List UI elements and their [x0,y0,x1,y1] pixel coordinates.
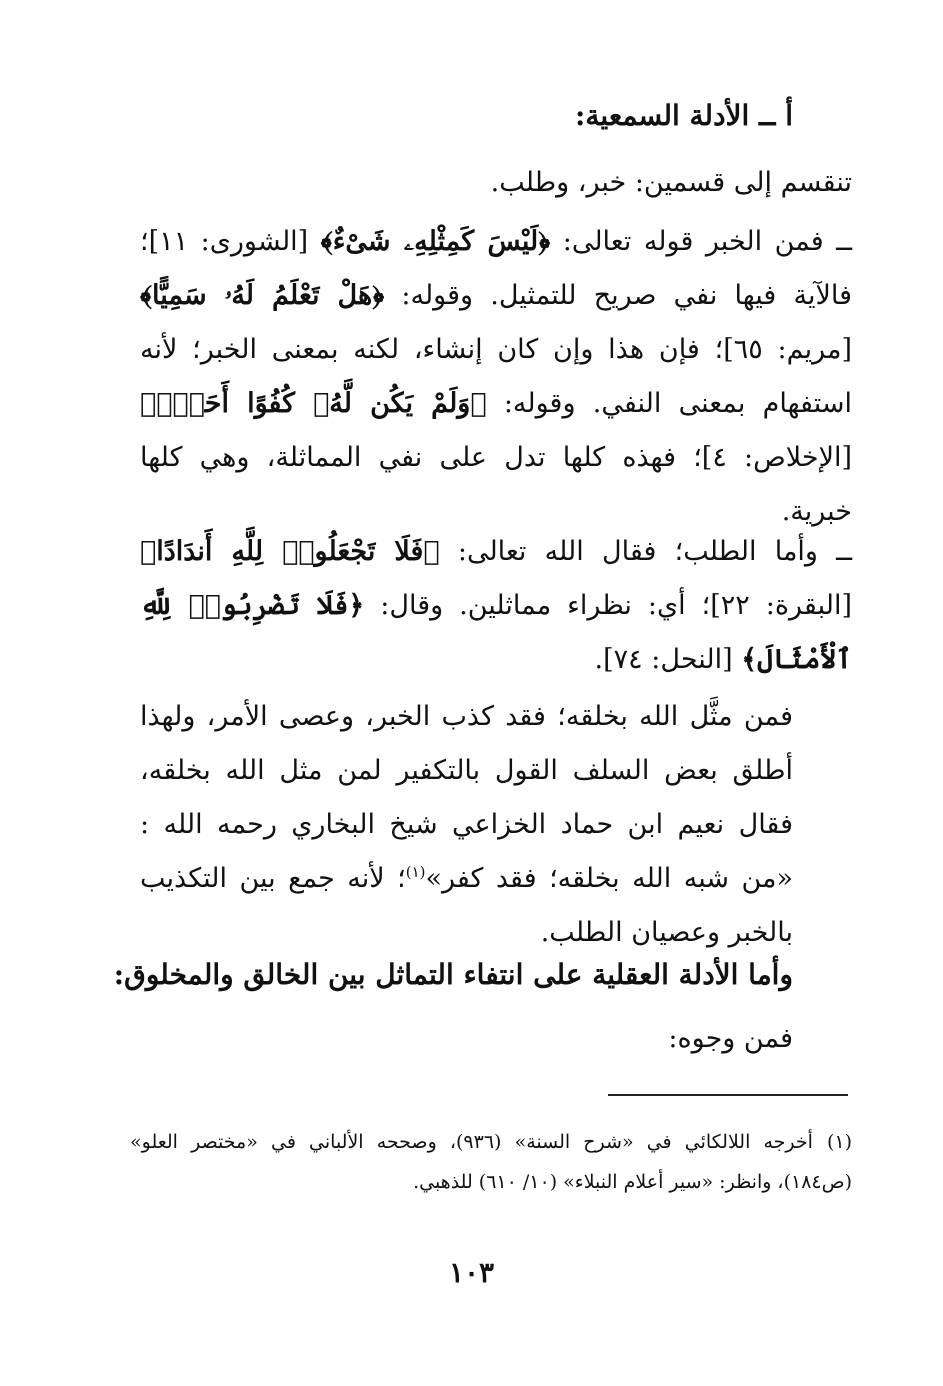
footnote [130,1122,852,1202]
conclusion-after-note: ؛ لأنه جمع بين التكذيب بالخبر وعصيان الطلب. [140,863,793,948]
section-title: أ ــ الأدلة السمعية: [575,99,793,132]
wujuh-text: فمن وجوه: [668,1023,793,1054]
khabar-ref-ikhlas: [الإخلاص: ٤]؛ فهذه كلها تدل على نفي المماثلة، وهي كلها خبرية. [140,442,853,527]
quran-verse-ikhlas: ﴿وَلَمْ يَكُن لَّهُۥ كُفُوًا أَحَدٌۢ﴾ [140,388,487,419]
footnote-text: أخرجه اللالكائي في «شرح السنة» (٩٣٦)، وصححه الألباني في «مختصر العلو» (ص١٨٤)، وانظر: «سير أعلام النبلاء» (١٠/ ٦١٠) للذهبي. [130,1131,852,1193]
khabar-text [140,215,852,539]
khabar-paragraph [140,215,852,539]
talab-ref-nahl: [النحل: ٧٤]. [594,644,733,675]
quran-verse-shura: ﴿لَيْسَ كَمِثْلِهِۦ شَىْءٌ﴾ [320,226,551,257]
footnote-number: (١) [826,1131,852,1153]
khabar-ref-shura: [الشورى: ١١]؛ فالآية فيها نفي صريح للتمثيل. وقوله: [140,226,852,311]
talab-text [140,525,852,687]
conclusion-text [140,690,793,960]
quran-verse-baqarah: ﴿فَلَا تَجْعَلُوا۟ لِلَّهِ أَندَادًا﴾ [140,536,440,567]
khabar-ref-maryam: [مريم: ٦٥]؛ فإن هذا وإن كان إنشاء، لكنه بمعنى الخبر؛ لأنه استفهام بمعنى النفي. وقوله: [140,334,853,419]
quran-verse-nahl: ﴿فَلَا تَضْرِبُوا۟ لِلَّهِ ٱلْأَمْثَالَ﴾ [140,590,852,675]
intro-text: تنقسم إلى قسمين: خبر، وطلب. [490,167,852,198]
intro-paragraph [140,156,852,210]
talab-paragraph [140,525,852,687]
footnote-divider [608,1094,848,1096]
talab-ref-baqarah: [البقرة: ٢٢]؛ أي: نظراء مماثلين. وقال: [380,590,852,621]
conclusion-before-note: فمن مثَّل الله بخلقه؛ فقد كذب الخبر، وعصى الأمر، ولهذا أطلق بعض السلف القول بالتكفير لمن مثل الله بخلقه، فقال نعيم ابن حماد الخزاعي شيخ البخاري رحمه الله : «من شبه الله بخلقه؛ فقد كفر» [140,701,793,894]
khabar-lead: ــ فمن الخبر قوله تعالى: [562,226,852,257]
subheading: وأما الأدلة العقلية على انتفاء التماثل بين الخالق والمخلوق: [113,958,793,991]
quran-verse-maryam: ﴿هَلْ تَعْلَمُ لَهُۥ سَمِيًّا﴾ [140,280,385,311]
conclusion-paragraph [140,690,793,960]
talab-lead: ــ وأما الطلب؛ فقال الله تعالى: [457,536,852,567]
page-number: ١٠٣ [448,1256,495,1289]
footnote-reference[interactable]: (١) [405,863,426,881]
